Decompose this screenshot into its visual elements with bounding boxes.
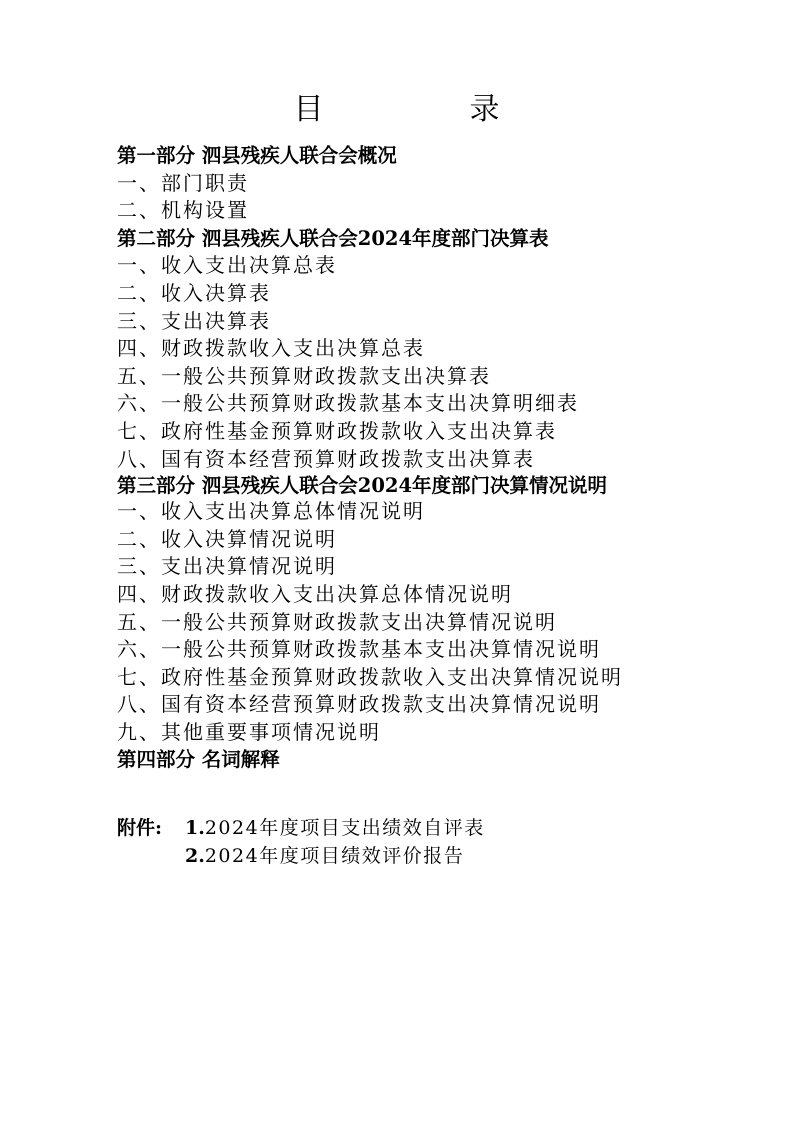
- appendix-number: 1.: [185, 817, 205, 839]
- toc-item: 三、支出决算表: [117, 308, 271, 333]
- appendix-row: [117, 814, 683, 842]
- toc-item: 二、收入决算表: [117, 280, 271, 305]
- toc-item: 一、收入支出决算总体情况说明: [117, 499, 425, 524]
- toc-item: 一、部门职责: [117, 170, 249, 195]
- toc-item: 三、支出决算情况说明: [117, 554, 337, 579]
- toc-item: 八、国有资本经营预算财政拨款支出决算表: [117, 446, 535, 471]
- appendix-item-text: 2024年度项目绩效评价报告: [204, 845, 465, 867]
- toc-item: 四、财政拨款收入支出决算总体情况说明: [117, 581, 513, 606]
- table-of-contents: [117, 142, 683, 774]
- appendix-item-text: 2024年度项目支出绩效自评表: [204, 817, 485, 839]
- appendix-label: 附件:: [117, 817, 163, 839]
- toc-item: 一、收入支出决算总表: [117, 253, 337, 278]
- toc-item: 二、机构设置: [117, 198, 249, 223]
- toc-item: 七、政府性基金预算财政拨款收入支出决算情况说明: [117, 664, 623, 689]
- toc-part-4: 第四部分 名词解释: [117, 748, 280, 772]
- toc-item: 五、一般公共预算财政拨款支出决算情况说明: [117, 609, 557, 634]
- toc-item: 六、一般公共预算财政拨款基本支出决算明细表: [117, 391, 579, 416]
- toc-item: 六、一般公共预算财政拨款基本支出决算情况说明: [117, 637, 601, 662]
- toc-part-3: 第三部分 泗县残疾人联合会2024年度部门决算情况说明: [117, 474, 608, 498]
- toc-item: 八、国有资本经营预算财政拨款支出决算情况说明: [117, 692, 601, 717]
- appendix-list: [117, 814, 683, 870]
- appendix-row: [117, 842, 683, 870]
- appendix-number: 2.: [185, 845, 205, 867]
- toc-part-1: 第一部分 泗县残疾人联合会概况: [117, 144, 397, 167]
- page-title: 目 录: [293, 92, 558, 127]
- toc-item: 四、财政拨款收入支出决算总表: [117, 336, 425, 361]
- toc-item: 九、其他重要事项情况说明: [117, 719, 381, 744]
- toc-item: 五、一般公共预算财政拨款支出决算表: [117, 363, 491, 388]
- toc-part-2: 第二部分 泗县残疾人联合会2024年度部门决算表: [117, 226, 549, 250]
- toc-item: 二、收入决算情况说明: [117, 526, 337, 551]
- toc-item: 七、政府性基金预算财政拨款收入支出决算表: [117, 418, 557, 443]
